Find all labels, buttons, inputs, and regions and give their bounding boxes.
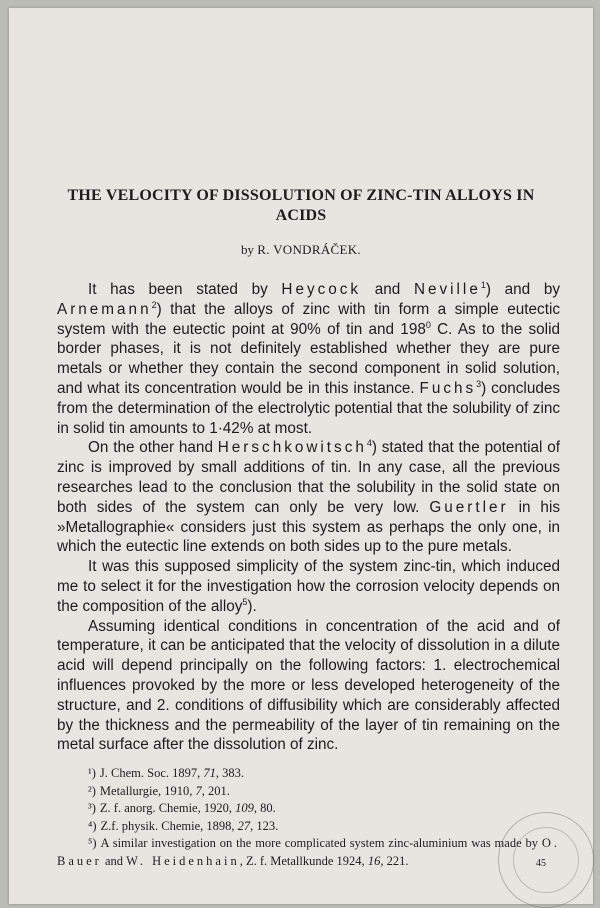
article-title: THE VELOCITY OF DISSOLUTION OF ZINC-TIN ALLOYS IN ACIDS — [67, 187, 535, 224]
paper-page — [9, 8, 593, 904]
footnote-text: A similar investigation on the more complicated system zinc-aluminium was made by — [100, 836, 542, 850]
footnote-ref-3: 3 — [476, 378, 482, 389]
footnote-ref-4: 4 — [366, 438, 372, 449]
article-body — [57, 280, 560, 755]
footnotes — [57, 765, 560, 870]
footnote-2 — [57, 783, 560, 801]
text-run: of tin and 198 — [320, 320, 426, 338]
author-ref-heidenhain: W. Heidenhain — [126, 853, 240, 868]
paragraph-1 — [57, 280, 560, 438]
footnote-mark: ¹) — [88, 766, 96, 780]
volume-number: 16 — [367, 853, 381, 868]
text-run: ) stated that the potential of zinc is improved by small additions of tin. In any case, all the previous researches lead to the conclusion that the solubility in the solid state on both sides of the system can only be very low. — [57, 439, 560, 516]
volume-number: 7 — [195, 783, 202, 798]
footnote-text: Metallurgie, 1910, — [99, 783, 196, 798]
footnote-text: Z.f. physik. Chemie, 1898, — [100, 818, 238, 833]
text-run: ) that the alloys of zinc with tin form a simple eutectic system with the eutectic point at 90% — [57, 300, 560, 338]
volume-number: 109 — [235, 801, 254, 815]
author-ref-heycock: Heycock — [281, 281, 362, 298]
text-run: It was this supposed simplicity of the system zinc-tin, which induced me to select it for the investigation how the corrosion velocity depends on the composition of the alloy — [57, 558, 560, 615]
text-run: and — [361, 281, 414, 298]
footnote-4 — [57, 818, 560, 836]
footnote-mark: ²) — [88, 783, 96, 798]
footnote-text: , 80. — [253, 801, 276, 815]
footnote-text: J. Chem. Soc. 1897, — [99, 766, 204, 780]
author-ref-fuchs: Fuchs — [419, 379, 477, 397]
footnote-ref-5: 5 — [242, 596, 248, 607]
volume-number: 27 — [237, 818, 251, 833]
footnote-3 — [57, 800, 560, 818]
author-ref-guertler: Guertler — [429, 498, 509, 516]
footnote-5 — [57, 835, 560, 870]
text-run: ) concludes from the determination of the electrolytic potential that the solubility of zinc in solid tin amounts to 1·42% — [57, 379, 560, 437]
footnote-text: Z. f. anorg. Chemie, 1920, — [99, 801, 236, 815]
footnote-ref-2: 2 — [151, 299, 157, 310]
footnote-mark: ⁴) — [88, 818, 97, 833]
author-ref-arnemann: Arnemann — [57, 300, 152, 318]
text-run: at most. — [253, 419, 313, 437]
footnote-text: , 383. — [215, 766, 245, 780]
footnote-text: and — [101, 853, 127, 868]
author-ref-bauer: O. Bauer — [57, 836, 560, 868]
author-ref-neville: Neville — [413, 281, 481, 298]
footnote-text: , 123. — [250, 818, 279, 833]
byline-prefix: by — [241, 242, 255, 257]
text-run: ) and by — [485, 281, 560, 298]
page-number: 45 — [536, 858, 546, 869]
paragraph-2 — [57, 438, 560, 557]
volume-number: 71 — [203, 766, 216, 780]
footnote-mark: ⁵) — [88, 836, 97, 850]
library-stamp — [498, 812, 594, 908]
footnote-text: , 221. — [380, 853, 409, 868]
degree-mark: 0 — [425, 319, 431, 330]
footnote-text: , Z. f. Metallkunde 1924, — [239, 853, 368, 868]
footnote-text: , 201. — [201, 783, 230, 798]
paragraph-4: Assuming identical conditions in concentration of the acid and of temperature, it can be anticipated that the velocity of dissolution in a dilute acid will depend principally on the following factors: 1. electrochemical influences provoked by the more or less developed heterogeneity of the structure, and 2. conditions of diffusibility which are considerably affected by the thickness and the permeability of the layer of tin remaining on the metal surface after the dissolution of zinc. — [57, 617, 560, 754]
text-run: in his »Metallographie« considers just this system as perhaps the only one, in which the eutectic line extends on both sides up to the pure metals. — [57, 498, 560, 556]
footnote-ref-1: 1 — [480, 279, 486, 290]
library-stamp-inner-ring — [513, 827, 579, 893]
footnote-1 — [57, 765, 560, 783]
text-run: C. As to the solid border phases, it is not definitely established whether they are pure metals or whether they contain the second component in solid solution, and what its concentration would be in this instance. — [57, 320, 560, 397]
text-run: On the other hand — [88, 439, 218, 457]
author-byline — [9, 242, 593, 258]
text-run: It has been stated by — [88, 281, 282, 298]
author-name: R. VONDRÁČEK. — [257, 242, 361, 257]
paragraph-3 — [57, 557, 560, 616]
footnote-mark: ³) — [88, 801, 96, 815]
author-ref-herschkowitsch: Herschkowitsch — [217, 439, 367, 457]
text-run: ). — [247, 597, 257, 615]
